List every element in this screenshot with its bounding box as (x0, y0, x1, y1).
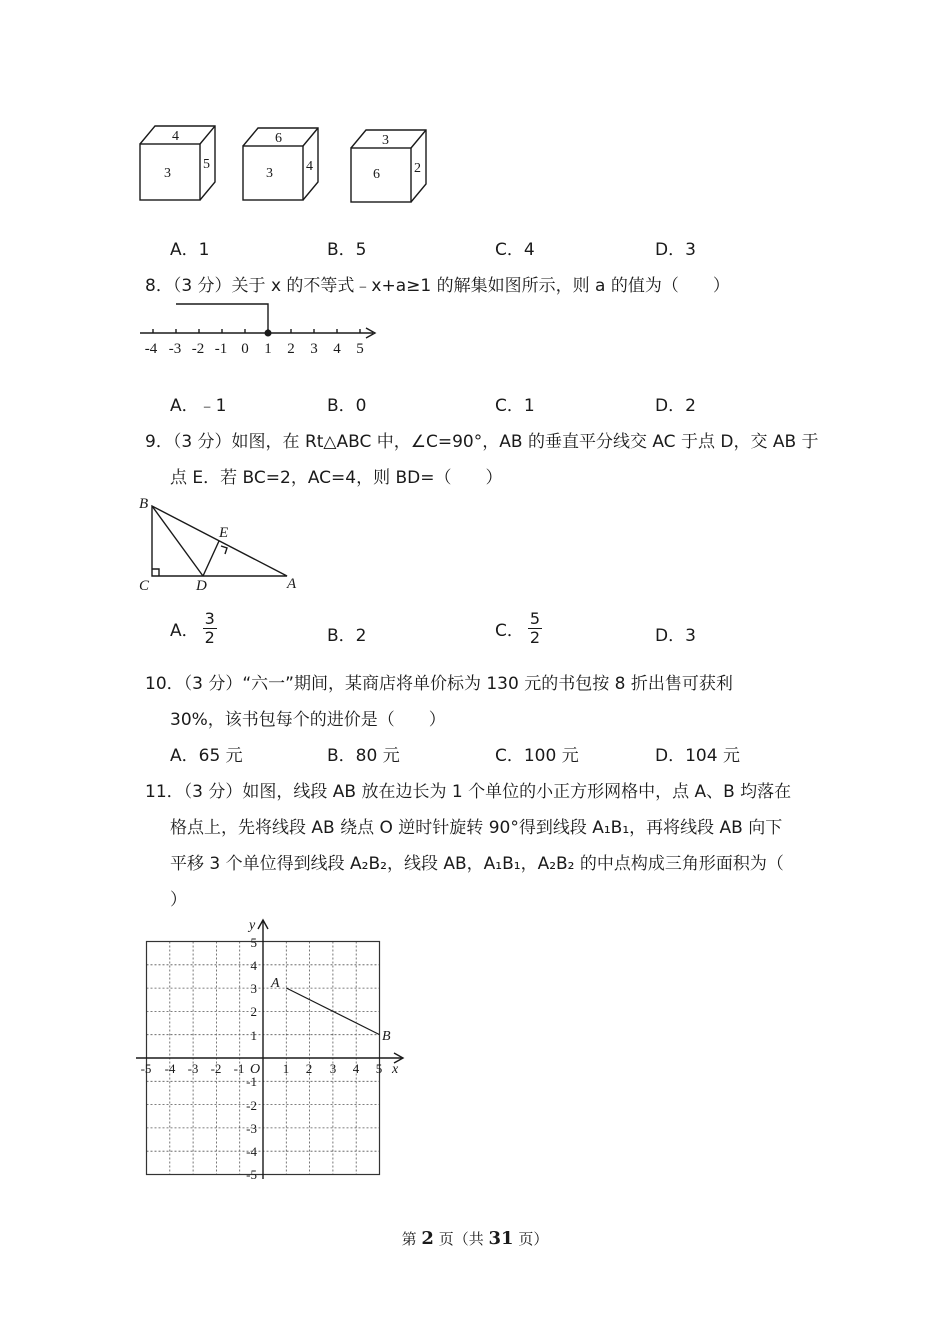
cube3-side: 2 (414, 161, 421, 176)
x-tick: 5 (375, 1061, 383, 1076)
cube1-front: 3 (164, 166, 171, 181)
nl-tick: 2 (287, 341, 295, 357)
q9-stem-line2: 点 E．若 BC=2，AC=4，则 BD=（ ） (170, 468, 503, 488)
label-b: B (139, 496, 149, 512)
q9-option-c[interactable] (495, 610, 542, 647)
q10-option-d[interactable]: D．104 元 (655, 746, 740, 766)
x-tick: -3 (187, 1061, 199, 1076)
q9-option-a[interactable] (170, 610, 217, 647)
point-b-label: B (382, 1029, 391, 1044)
q8-option-b[interactable]: B．0 (327, 396, 367, 416)
q7-option-c[interactable]: C．4 (495, 240, 535, 260)
q8-option-a[interactable]: A．﹣1 (170, 396, 227, 416)
q8-option-d[interactable]: D．2 (655, 396, 696, 416)
footer-mid: 页（共 (433, 1230, 489, 1248)
q9-option-c-fraction: $\frac{5}{2}$ (529, 609, 541, 647)
x-tick: -4 (164, 1061, 176, 1076)
q11-coordinate-grid (130, 915, 420, 1190)
cube1-side: 5 (203, 157, 210, 172)
y-tick: -2 (246, 1098, 257, 1113)
y-tick: -1 (246, 1074, 257, 1089)
q11-line3: 平移 3 个单位得到线段 A₂B₂，线段 AB，A₁B₁，A₂B₂ 的中点构成三角形面积为（ (170, 854, 784, 874)
q11-line1: 11．（3 分）如图，线段 AB 放在边长为 1 个单位的小正方形网格中，点 A、B 均落在 (145, 782, 792, 802)
cube2-front: 3 (266, 166, 273, 181)
q11-line2: 格点上，先将线段 AB 绕点 O 逆时针旋转 90°得到线段 A₁B₁，再将线段 AB 向下 (170, 818, 783, 838)
origin-label: O (250, 1062, 261, 1077)
nl-tick: -3 (168, 341, 182, 357)
footer-pre: 第 (401, 1230, 422, 1248)
axis-x-label: x (392, 1062, 399, 1077)
q11-line4: ） (170, 890, 187, 910)
y-tick: -3 (246, 1121, 257, 1136)
y-tick: 2 (250, 1004, 257, 1019)
q9-stem-line1: 9．（3 分）如图，在 Rt△ABC 中，∠C=90°，AB 的垂直平分线交 AC 于点 D，交 AB 于 (145, 432, 819, 452)
footer-post: 页） (513, 1230, 549, 1248)
q7-option-d[interactable]: D．3 (655, 240, 696, 260)
x-tick: 3 (329, 1061, 337, 1076)
q9-option-d[interactable]: D．3 (655, 626, 696, 646)
q9-triangle-figure (135, 490, 305, 600)
q10-stem-line1: 10．（3 分）“六一”期间，某商店将单价标为 130 元的书包按 8 折出售可获利 (145, 674, 733, 694)
q10-option-b[interactable]: B．80 元 (327, 746, 400, 766)
q8-stem: 8．（3 分）关于 x 的不等式﹣x+a≥1 的解集如图所示，则 a 的值为（ ） (145, 276, 730, 296)
footer-page-number: 2 (421, 1228, 434, 1249)
y-tick: -4 (246, 1144, 257, 1159)
y-tick: 5 (250, 935, 257, 950)
nl-tick: 5 (356, 341, 364, 357)
cube1-top: 4 (172, 129, 179, 144)
cube3-top: 3 (382, 133, 389, 148)
x-tick: 1 (282, 1061, 290, 1076)
x-tick: -2 (210, 1061, 222, 1076)
q10-stem-line2: 30%，该书包每个的进价是（ ） (170, 710, 446, 730)
y-tick: -5 (246, 1167, 257, 1182)
label-d: D (196, 578, 207, 594)
q10-option-a[interactable]: A．65 元 (170, 746, 243, 766)
point-a-label: A (271, 976, 280, 991)
axis-y-label: y (249, 918, 256, 933)
y-tick: 4 (250, 958, 257, 973)
label-e: E (219, 525, 229, 541)
q7-cubes-figure (130, 118, 440, 208)
q9-option-b[interactable]: B．2 (327, 626, 367, 646)
x-tick: -5 (140, 1061, 152, 1076)
q7-option-a[interactable]: A．1 (170, 240, 210, 260)
nl-tick: -2 (191, 341, 205, 357)
footer-total-pages: 31 (488, 1228, 514, 1249)
q8-number-line (138, 295, 388, 365)
q9-option-a-fraction: $\frac{3}{2}$ (204, 609, 215, 647)
q9-option-c-letter: C． (495, 621, 524, 641)
cube3-front: 6 (373, 167, 380, 182)
x-tick: -1 (233, 1061, 245, 1076)
q9-option-a-letter: A． (170, 621, 199, 641)
q7-option-b[interactable]: B．5 (327, 240, 367, 260)
nl-tick: 3 (310, 341, 318, 357)
nl-tick: 4 (333, 341, 341, 357)
q10-option-c[interactable]: C．100 元 (495, 746, 579, 766)
nl-tick: -4 (144, 341, 158, 357)
q8-option-c[interactable]: C．1 (495, 396, 535, 416)
nl-tick: -1 (214, 341, 228, 357)
y-tick: 3 (250, 981, 257, 996)
nl-tick: 0 (241, 341, 249, 357)
y-tick: 1 (250, 1028, 257, 1043)
cube2-side: 4 (306, 159, 313, 174)
nl-tick: 1 (264, 341, 272, 357)
x-tick: 2 (305, 1061, 313, 1076)
label-a: A (287, 576, 297, 592)
page-footer (0, 1228, 950, 1249)
x-tick: 4 (352, 1061, 360, 1076)
cube2-top: 6 (275, 131, 282, 146)
label-c: C (139, 578, 150, 594)
